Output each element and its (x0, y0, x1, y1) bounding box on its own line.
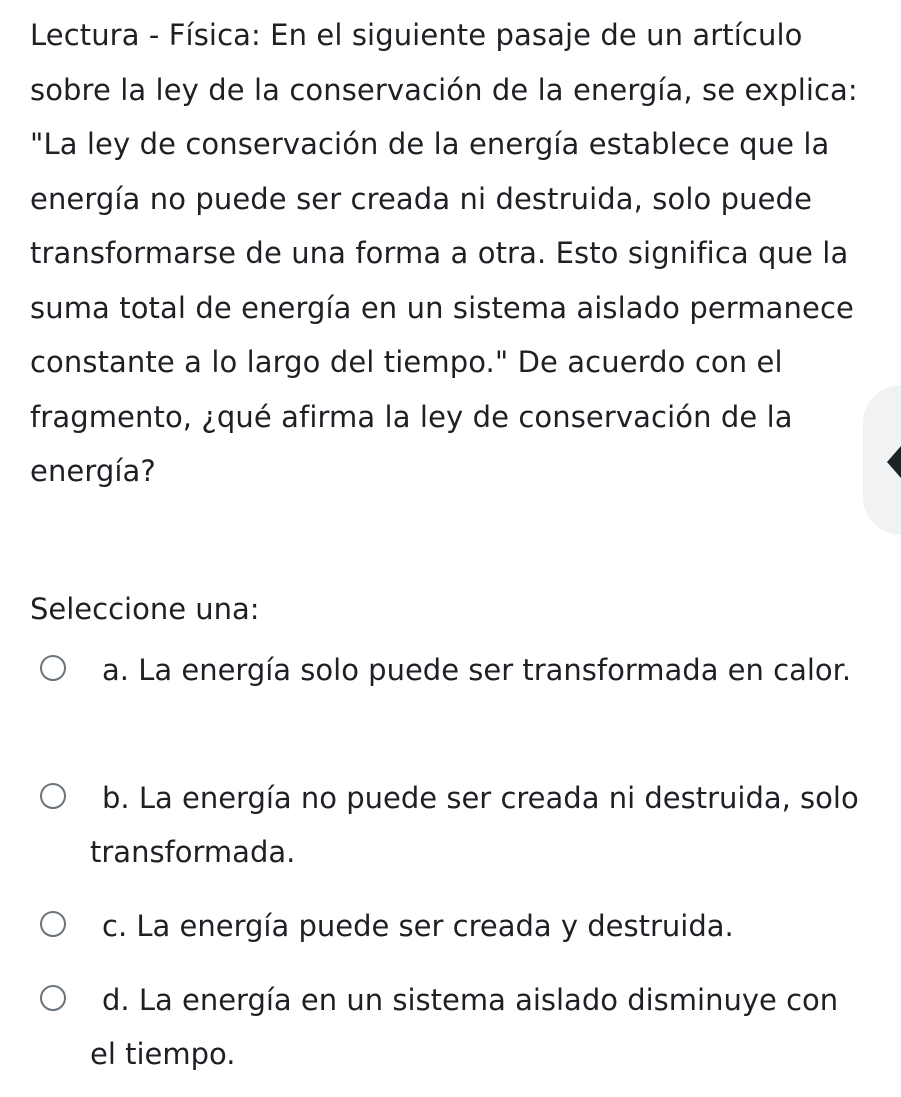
answer-option-d[interactable] (40, 973, 870, 1081)
radio-unchecked-icon[interactable] (40, 911, 66, 937)
answer-option-b[interactable] (40, 771, 870, 879)
select-one-label: Seleccione una: (30, 592, 260, 626)
radio-unchecked-icon[interactable] (40, 783, 66, 809)
caret-left-icon[interactable] (887, 446, 901, 478)
answer-option-a[interactable] (40, 643, 870, 697)
radio-unchecked-icon[interactable] (40, 985, 66, 1011)
answer-option-c[interactable] (40, 899, 870, 953)
answer-option-c-label: c. La energía puede ser creada y destruida. (102, 909, 734, 943)
radio-unchecked-icon[interactable] (40, 655, 66, 681)
answer-option-b-label: b. La energía no puede ser creada ni destruida, solo transformada. (90, 781, 859, 869)
answer-option-d-label: d. La energía en un sistema aislado disminuye con el tiempo. (90, 983, 839, 1071)
answer-option-a-label: a. La energía solo puede ser transformada en calor. (102, 653, 852, 687)
question-text: Lectura - Física: En el siguiente pasaje de un artículo sobre la ley de la conservación de la energía, se explica: "La ley de conservación de la energía establece que la energía no puede ser creada ni destruida, solo puede transformarse de una forma a otra. Esto significa que la suma total de energía en un sistema aislado permanece constante a lo largo del tiempo." De acuerdo con el fragmento, ¿qué afirma la ley de conservación de la energía? (30, 18, 858, 488)
